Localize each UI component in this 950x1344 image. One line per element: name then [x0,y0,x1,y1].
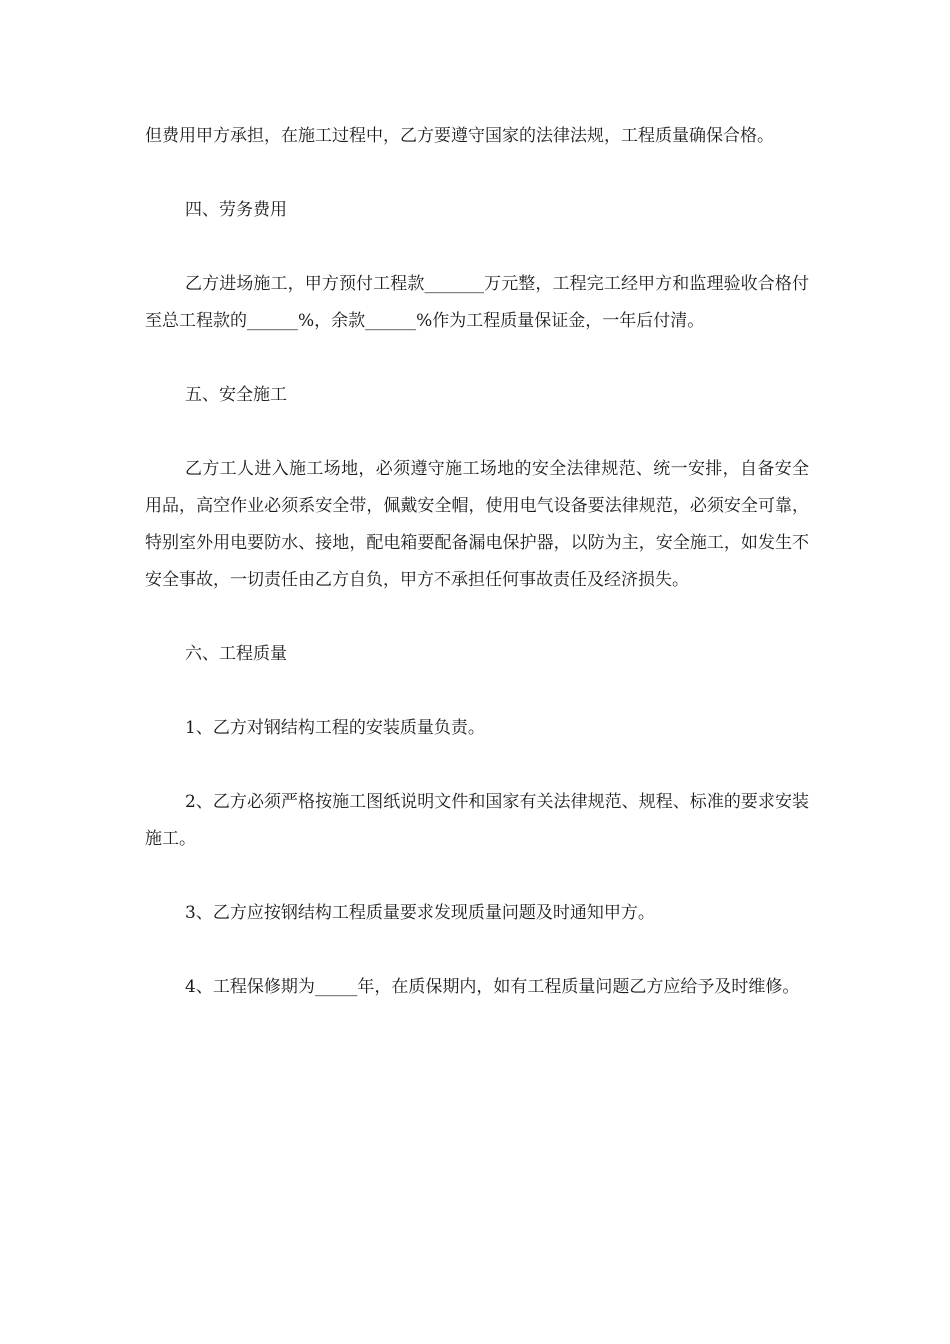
quality-clause-2: 2、乙方必须严格按施工图纸说明文件和国家有关法律规范、规程、标准的要求安装施工。 [145,792,809,849]
paragraph-labor-costs: 乙方进场施工，甲方预付工程款_______万元整，工程完工经甲方和监理验收合格付至总工程款的______%，余款______%作为工程质量保证金，一年后付清。 [145,274,809,331]
paragraph-safety: 乙方工人进入施工场地，必须遵守施工场地的安全法律规范、统一安排，自备安全用品，高空作业必须系安全带，佩戴安全帽，使用电气设备要法律规范，必须安全可靠，特别室外用电要防水、接地，配电箱要配备漏电保护器，以防为主，安全施工，如发生不安全事故，一切责任由乙方自负，甲方不承担任何事故责任及经济损失。 [145,459,809,590]
paragraph-payment-continuation: 但费用甲方承担，在施工过程中，乙方要遵守国家的法律法规，工程质量确保合格。 [145,126,774,146]
section-heading-safety: 五、安全施工 [185,385,287,405]
section-heading-quality: 六、工程质量 [185,644,287,664]
quality-clause-1: 1、乙方对钢结构工程的安装质量负责。 [185,718,485,738]
section-heading-labor-costs: 四、劳务费用 [185,200,287,220]
quality-clause-4: 4、工程保修期为_____年，在质保期内，如有工程质量问题乙方应给予及时维修。 [185,977,800,997]
document-body [145,118,809,1043]
quality-clause-3: 3、乙方应按钢结构工程质量要求发现质量问题及时通知甲方。 [185,903,655,923]
